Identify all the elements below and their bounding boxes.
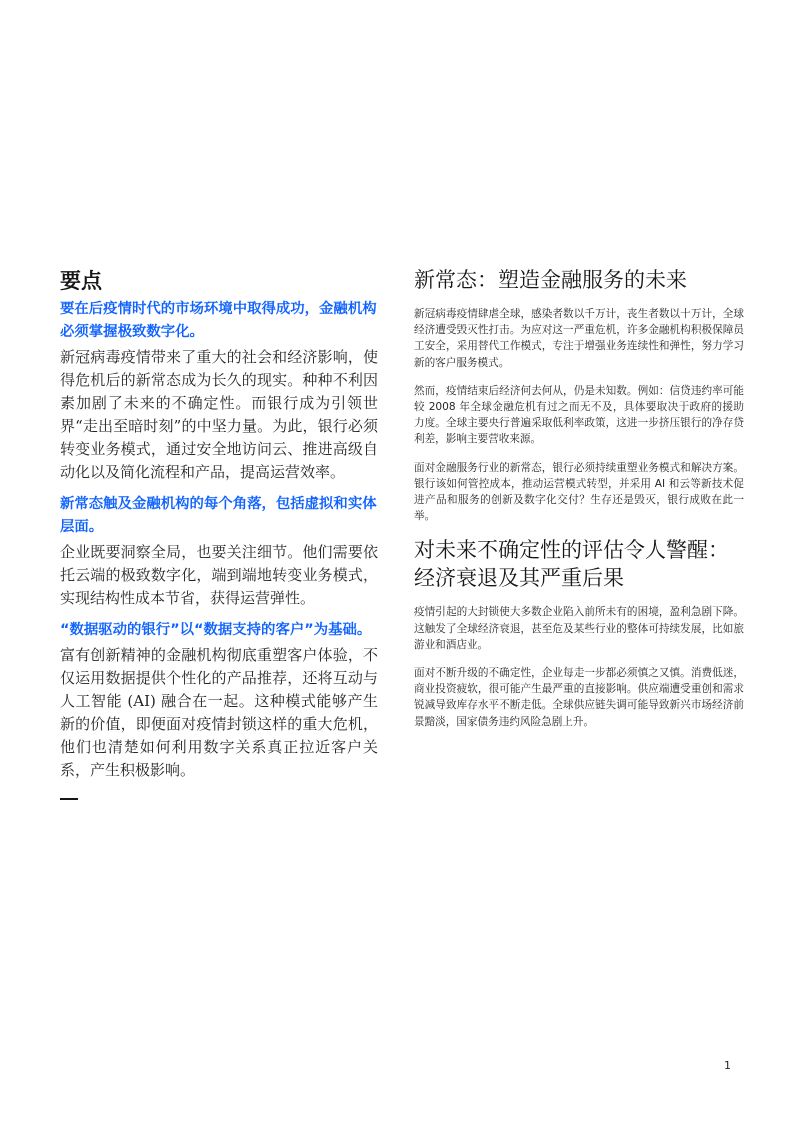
key-point-2 <box>60 493 378 610</box>
paragraph: 然而，疫情结束后经济何去何从，仍是未知数。例如：信贷违约率可能较 2008 年全球金融危机有过之而无不及，具体要取决于政府的援助力度。全球主要央行普遍采取低利率政策，这进一步挤压银行的净存贷利差，影响主要营收来源。 <box>414 384 744 446</box>
section-title-new-normal: 新常态：塑造金融服务的未来 <box>414 268 687 292</box>
key-point-heading: 要在后疫情时代的市场环境中取得成功，金融机构必须掌握极致数字化。 <box>60 301 377 340</box>
paragraph: 面对不断升级的不确定性，企业每走一步都必须慎之又慎。消费低迷，商业投资疲软，很可能产生最严重的直接影响。供应端遭受重创和需求锐减导致库存水平不断走低。全球供应链失调可能导致新兴市场经济前景黯淡，国家债务违约风险急剧上升。 <box>414 667 744 728</box>
article-column <box>414 266 744 742</box>
paragraph: 疫情引起的大封锁使大多数企业陷入前所未有的困境，盈利急剧下降。这触发了全球经济衰退，甚至危及某些行业的整体可持续发展，比如旅游业和酒店业。 <box>414 606 744 651</box>
paragraph: 面对金融服务行业的新常态，银行必须持续重塑业务模式和解决方案。银行该如何管控成本，推动运营模式转型，并采用 AI 和云等新技术促进产品和服务的创新及数字化交付？生存还是毁灭，银行成败在此一举。 <box>414 461 744 523</box>
key-point-3 <box>60 619 378 782</box>
key-points-column <box>60 266 378 800</box>
page-number: 1 <box>724 1059 731 1072</box>
key-point-body: 新冠病毒疫情带来了重大的社会和经济影响，使得危机后的新常态成为长久的现实。种种不利因素加剧了未来的不确定性。而银行成为引领世界“走出至暗时刻”的中坚力量。为此，银行必须转变业务模式，通过安全地访问云、推进高级自动化以及简化流程和产品，提高运营效率。 <box>60 348 378 481</box>
paragraph: 新冠病毒疫情肆虐全球，感染者数以千万计，丧生者数以十万计，全球经济遭受毁灭性打击。为应对这一严重危机，许多金融机构积极保障员工安全，采用替代工作模式，专注于增强业务连续性和弹性，努力学习新的客户服务模式。 <box>414 308 744 369</box>
key-point-body: 企业既要洞察全局，也要关注细节。他们需要依托云端的极致数字化，端到端地转变业务模式，实现结构性成本节省，获得运营弹性。 <box>60 543 378 607</box>
key-point-heading: 新常态触及金融机构的每个角落，包括虚拟和实体层面。 <box>60 496 377 535</box>
key-points-title: 要点 <box>60 269 102 293</box>
key-point-heading: “数据驱动的银行”以“数据支持的客户”为基础。 <box>60 622 372 638</box>
key-point-body: 富有创新精神的金融机构彻底重塑客户体验，不仅运用数据提供个性化的产品推荐，还将互动与人工智能 (AI) 融合在一起。这种模式能够产生新的价值，即便面对疫情封锁这样的重大危机，他们也清楚如何利用数字关系真正拉近客户关系，产生积极影响。 <box>60 646 378 779</box>
section-end-rule <box>60 798 78 800</box>
key-point-1 <box>60 298 378 484</box>
section-title-uncertainty: 对未来不确定性的评估令人警醒：经济衰退及其严重后果 <box>414 538 729 591</box>
